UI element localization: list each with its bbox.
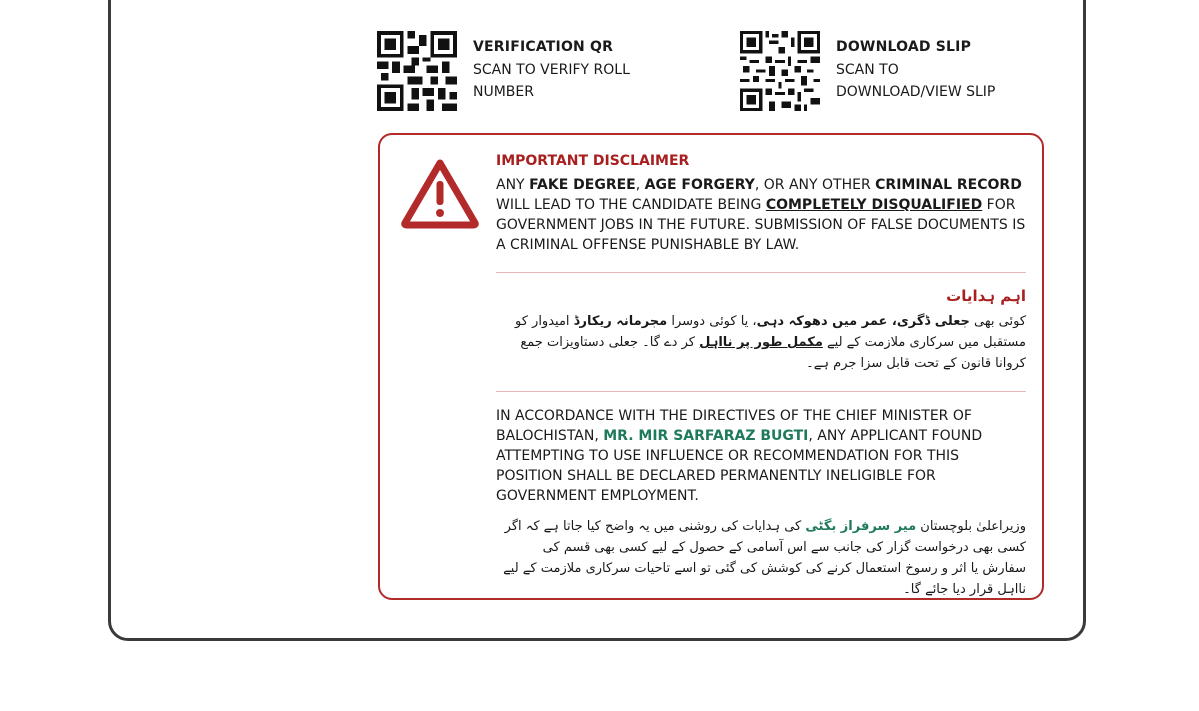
urdu-instructions-title: اہم ہدایات (946, 287, 1026, 305)
disclaimer-english-text: ANY FAKE DEGREE, AGE FORGERY, OR ANY OTHER CRIMINAL RECORD WILL LEAD TO THE CANDIDATE BEING COMPLETELY DISQUALIFIED FOR GOVERNMENT JOBS IN THE FUTURE. SUBMISSION OF FALSE DOCUMENTS IS A CRIMINAL OFFENSE PUNISHABLE BY LAW. (496, 177, 1026, 253)
disclaimer-urdu-text: کوئی بھی جعلی ڈگری، عمر میں دھوکہ دہی، یا کوئی دوسرا مجرمانہ ریکارڈ امیدوار کو مستقبل میں سرکاری ملازمت کے لیے مکمل طور پر نااہل کر دے گا۔ جعلی دستاویزات جمع کروانا قانون کے تحت قابل سزا جرم ہے۔ (515, 314, 1026, 371)
disclaimer-title: IMPORTANT DISCLAIMER (496, 153, 690, 169)
chief-minister-directive-urdu: وزیراعلیٰ بلوچستان میر سرفراز بگٹی کی ہدایات کی روشنی میں یہ واضح کیا جاتا ہے کہ اگر کسی بھی درخواست گزار کی جانب سے اس آسامی کے حصول کے لیے کسی بھی قسم کی سفارش یا اثر و رسوخ استعمال کرنے کی کوشش کی گئی تو اسے تاحیات سرکاری ملازمت کے لیے نااہل قرار دیا جائے گا۔ (503, 519, 1026, 597)
verification-qr-code-icon[interactable] (377, 31, 457, 111)
important-disclaimer-box (378, 133, 1044, 600)
chief-minister-name-urdu: میر سرفراز بگٹی (805, 519, 917, 534)
qr-description: SCAN TO VERIFY ROLL NUMBER (473, 62, 630, 100)
warning-icon (400, 157, 480, 229)
divider (496, 272, 1026, 273)
qr-description: SCAN TO DOWNLOAD/VIEW SLIP (836, 62, 996, 100)
chief-minister-name: MR. MIR SARFARAZ BUGTI (603, 428, 809, 444)
qr-title: DOWNLOAD SLIP (836, 39, 972, 55)
chief-minister-directive-english: IN ACCORDANCE WITH THE DIRECTIVES OF THE CHIEF MINISTER OF BALOCHISTAN, MR. MIR SARFARAZ BUGTI, ANY APPLICANT FOUND ATTEMPTING TO USE INFLUENCE OR RECOMMENDATION FOR THIS POSITION SHALL BE DECLARED PERMANENTLY INELIGIBLE FOR GOVERNMENT EMPLOYMENT. (496, 408, 983, 504)
download-qr-block[interactable] (740, 31, 1026, 111)
qr-title: VERIFICATION QR (473, 39, 614, 55)
divider (496, 391, 1026, 392)
download-qr-code-icon[interactable] (740, 31, 820, 111)
verification-qr-block[interactable] (377, 31, 663, 111)
